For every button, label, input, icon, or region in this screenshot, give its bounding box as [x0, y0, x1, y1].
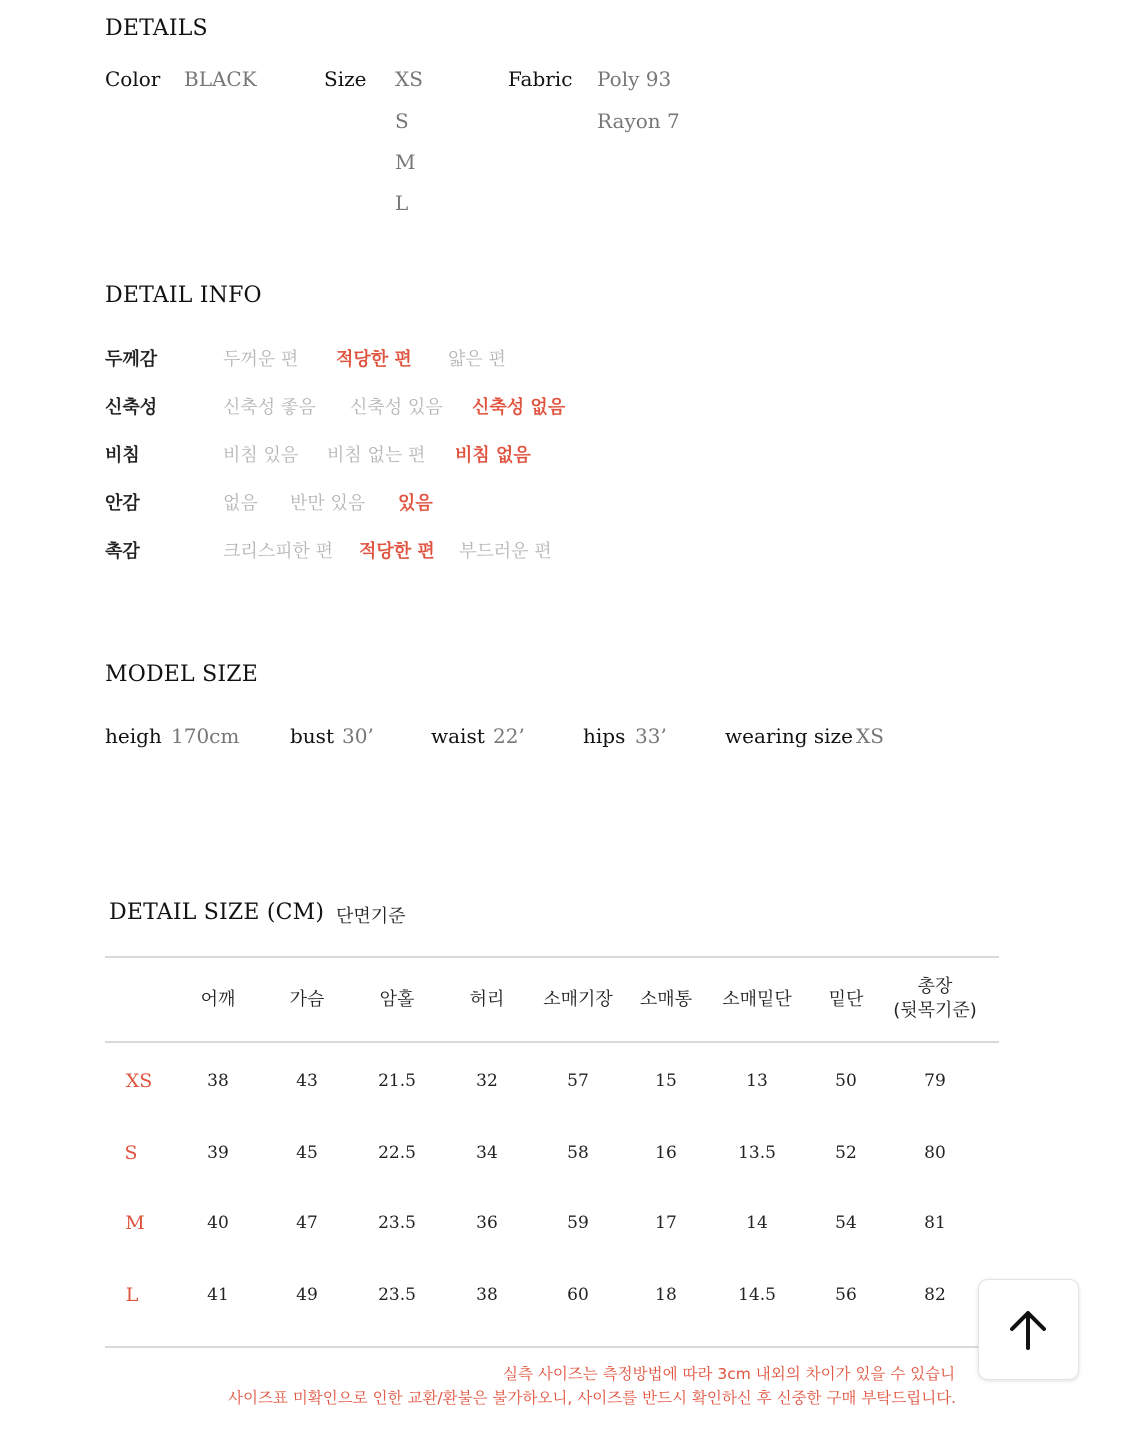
table-header-cell: (뒷목기준): [893, 1000, 977, 1021]
detail-info-option: 부드러운 편: [459, 541, 552, 562]
table-cell: 43: [296, 1071, 318, 1091]
color-value: BLACK: [184, 67, 257, 91]
table-header-cell: 어깨: [200, 989, 236, 1010]
detail-info-label: 신축성: [105, 397, 158, 418]
table-top-divider: [105, 956, 999, 958]
model-waist-label: waist: [431, 724, 485, 748]
model-bust-value: 30’: [342, 724, 374, 748]
fabric-value: Rayon 7: [597, 109, 680, 133]
fabric-label: Fabric: [508, 67, 573, 91]
table-header-cell: 밑단: [828, 989, 864, 1010]
detail-info-option: 얇은 편: [448, 349, 506, 370]
table-header-cell: 암홀: [379, 989, 415, 1010]
detail-info-option: 없음: [223, 493, 258, 514]
table-cell: 32: [476, 1071, 498, 1091]
model-wearing-size-value: XS: [856, 724, 884, 748]
table-header-cell: 가슴: [289, 989, 325, 1010]
detail-info-option-selected: 신축성 없음: [472, 397, 566, 418]
model-wearing-size-label: wearing size: [725, 724, 853, 748]
detail-info-label: 두께감: [105, 349, 158, 370]
table-cell: 58: [567, 1143, 589, 1163]
table-cell: 41: [207, 1285, 229, 1305]
table-cell: 38: [476, 1285, 498, 1305]
detail-info-option: 두꺼운 편: [223, 349, 299, 370]
detail-info-option-selected: 있음: [398, 493, 433, 514]
table-cell: 15: [655, 1071, 677, 1091]
detail-info-option: 반만 있음: [290, 493, 366, 514]
table-size-label: M: [125, 1212, 145, 1234]
table-cell: 52: [835, 1143, 857, 1163]
detail-info-option: 크리스피한 편: [223, 541, 334, 562]
table-cell: 80: [924, 1143, 946, 1163]
detail-info-title: DETAIL INFO: [105, 283, 262, 308]
table-cell: 34: [476, 1143, 498, 1163]
model-hips-label: hips: [583, 724, 626, 748]
model-height-label: heigh: [105, 724, 162, 748]
detail-size-title: DETAIL SIZE (CM): [109, 900, 325, 925]
table-cell: 14: [746, 1213, 768, 1233]
table-cell: 13.5: [738, 1143, 776, 1163]
table-cell: 38: [207, 1071, 229, 1091]
table-cell: 17: [655, 1213, 677, 1233]
size-note-line-1: 실측 사이즈는 측정방법에 따라 3cm 내외의 차이가 있을 수 있습니: [503, 1365, 956, 1383]
detail-info-option: 신축성 좋음: [223, 397, 316, 418]
table-cell: 54: [835, 1213, 857, 1233]
table-cell: 79: [924, 1071, 946, 1091]
table-cell: 82: [924, 1285, 946, 1305]
size-note-line-2: 사이즈표 미확인으로 인한 교환/환불은 불가하오니, 사이즈를 반드시 확인하신 후 신중한 구매 부탁드립니다.: [228, 1389, 957, 1407]
table-cell: 21.5: [378, 1071, 416, 1091]
model-bust-label: bust: [290, 724, 334, 748]
table-cell: 49: [296, 1285, 318, 1305]
size-option: S: [395, 109, 409, 133]
table-cell: 40: [207, 1213, 229, 1233]
table-cell: 36: [476, 1213, 498, 1233]
size-option: L: [395, 191, 409, 215]
table-size-label: L: [125, 1284, 139, 1306]
table-header-cell: 소매통: [639, 989, 693, 1010]
table-header-cell: 총장: [917, 976, 953, 997]
table-cell: 22.5: [378, 1143, 416, 1163]
fabric-value: Poly 93: [597, 67, 672, 91]
size-option: XS: [395, 67, 423, 91]
model-height-value: 170cm: [171, 724, 240, 748]
table-size-label: XS: [125, 1070, 153, 1092]
table-cell: 47: [296, 1213, 318, 1233]
model-size-title: MODEL SIZE: [105, 662, 258, 687]
details-title: DETAILS: [105, 16, 208, 41]
table-header-cell: 소매기장: [543, 989, 613, 1010]
table-bottom-divider: [105, 1346, 999, 1348]
table-cell: 50: [835, 1071, 857, 1091]
detail-info-option: 신축성 있음: [350, 397, 443, 418]
table-cell: 23.5: [378, 1213, 416, 1233]
scroll-to-top-button[interactable]: [978, 1279, 1079, 1380]
table-cell: 16: [655, 1143, 677, 1163]
table-header-divider: [105, 1041, 999, 1043]
size-label: Size: [324, 67, 367, 91]
detail-info-label: 안감: [105, 493, 140, 514]
detail-info-option-selected: 적당한 편: [359, 541, 435, 562]
table-cell: 45: [296, 1143, 318, 1163]
table-cell: 56: [835, 1285, 857, 1305]
table-header-cell: 허리: [469, 989, 505, 1010]
table-cell: 13: [746, 1071, 768, 1091]
table-cell: 60: [567, 1285, 589, 1305]
detail-info-option-selected: 적당한 편: [336, 349, 412, 370]
size-option: M: [395, 150, 416, 174]
table-cell: 59: [567, 1213, 589, 1233]
arrow-up-icon: [1007, 1310, 1049, 1350]
model-waist-value: 22’: [493, 724, 525, 748]
table-cell: 14.5: [738, 1285, 776, 1305]
table-cell: 18: [655, 1285, 677, 1305]
model-hips-value: 33’: [635, 724, 667, 748]
detail-size-subtitle: 단면기준: [336, 906, 406, 927]
table-cell: 23.5: [378, 1285, 416, 1305]
table-cell: 39: [207, 1143, 229, 1163]
detail-info-label: 촉감: [105, 541, 140, 562]
table-size-label: S: [124, 1142, 138, 1164]
color-label: Color: [105, 67, 161, 91]
detail-info-option: 비침 있음: [223, 445, 299, 466]
detail-info-option: 비침 없는 편: [327, 445, 426, 466]
detail-info-option-selected: 비침 없음: [455, 445, 531, 466]
table-header-cell: 소매밑단: [722, 989, 792, 1010]
detail-info-label: 비침: [105, 445, 140, 466]
table-cell: 81: [924, 1213, 946, 1233]
table-cell: 57: [567, 1071, 589, 1091]
